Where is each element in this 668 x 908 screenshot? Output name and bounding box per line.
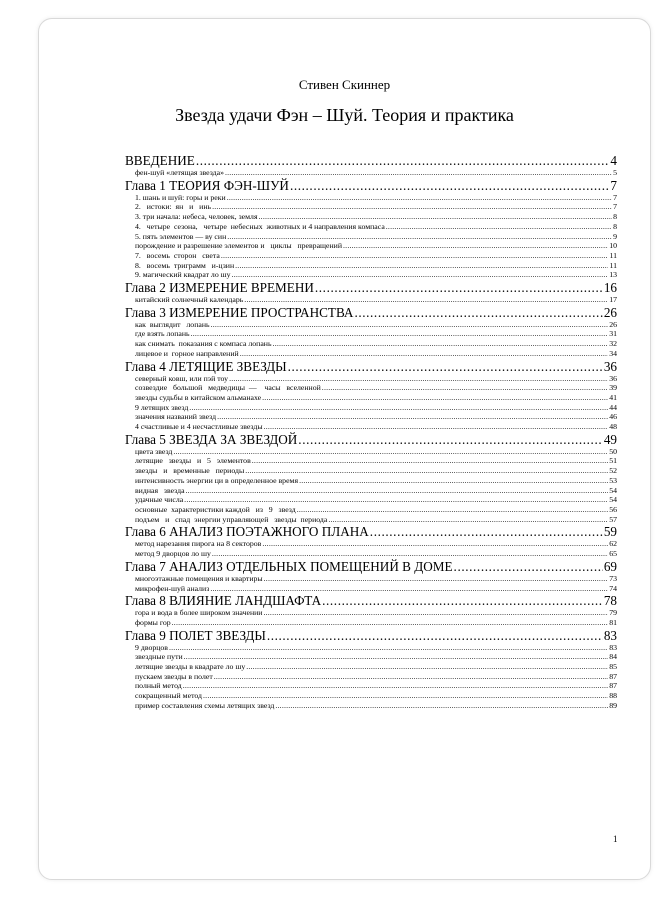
toc-entry-page: 8 [613, 212, 617, 222]
toc-section-entry [125, 412, 617, 422]
toc-entry-label: Глава 2 ИЗМЕРЕНИЕ ВРЕМЕНИ [125, 280, 314, 296]
toc-section-entry [125, 202, 617, 212]
toc-dot-leader [246, 662, 608, 672]
toc-entry-label: северный ковш, или пэй тоу [135, 373, 229, 383]
toc-dot-leader [221, 251, 609, 261]
toc-section-entry [125, 374, 617, 384]
document-page [38, 18, 651, 880]
toc-dot-leader [225, 168, 612, 178]
toc-section-entry [125, 652, 617, 662]
toc-entry-page: 9 [613, 231, 617, 241]
toc-entry-page: 88 [609, 691, 617, 701]
toc-entry-label: порождение и разрешение элементов и циклы превращений [135, 241, 343, 251]
toc-section-entry [125, 608, 617, 618]
toc-dot-leader [172, 618, 609, 628]
toc-chapter-entry [125, 432, 617, 447]
toc-chapter-entry [125, 559, 617, 574]
toc-entry-label: 1. шань и шуй: горы и реки [135, 192, 226, 202]
toc-entry-page: 7 [613, 192, 617, 202]
toc-entry-label: видная звезда [135, 485, 185, 495]
toc-dot-leader [297, 505, 609, 515]
toc-dot-leader [290, 178, 609, 193]
toc-entry-label: 5. пять элементов — ву син [135, 231, 227, 241]
toc-entry-page: 83 [603, 627, 617, 643]
toc-entry-label: 4 счастливые и 4 несчастливые звезды [135, 422, 263, 432]
toc-dot-leader [245, 466, 608, 476]
toc-entry-label: 8. восемь триграмм и-цзин [135, 260, 235, 270]
toc-entry-page: 87 [609, 671, 617, 681]
toc-section-entry [125, 618, 617, 628]
toc-chapter-entry [125, 305, 617, 320]
toc-entry-page: 84 [609, 652, 617, 662]
toc-section-entry [125, 295, 617, 305]
toc-section-entry [125, 168, 617, 178]
toc-section-entry [125, 403, 617, 413]
toc-dot-leader [189, 403, 608, 413]
toc-entry-page: 11 [609, 250, 617, 260]
toc-dot-leader [343, 241, 608, 251]
toc-entry-label: пускаем звезды в полет [135, 671, 213, 681]
toc-dot-leader [315, 280, 603, 295]
toc-entry-label: метод 9 дворцов ло шу [135, 549, 211, 559]
toc-dot-leader [191, 329, 609, 339]
toc-entry-label: Глава 5 ЗВЕЗДА ЗА ЗВЕЗДОЙ [125, 431, 298, 447]
toc-dot-leader [386, 222, 612, 232]
toc-dot-leader [322, 383, 608, 393]
toc-dot-leader [354, 305, 602, 320]
toc-dot-leader [328, 515, 608, 525]
toc-entry-label: 9 летящих звезд [135, 402, 189, 412]
toc-entry-page: 79 [609, 608, 617, 618]
toc-entry-label: 2. истоки: ян и инь [135, 202, 212, 212]
toc-section-entry [125, 261, 617, 271]
toc-dot-leader [217, 412, 608, 422]
toc-entry-page: 46 [609, 412, 617, 422]
toc-dot-leader [232, 270, 609, 280]
toc-entry-page: 48 [609, 422, 617, 432]
toc-entry-page: 51 [609, 456, 617, 466]
toc-entry-page: 44 [609, 402, 617, 412]
toc-entry-label: лицевое и горное направлений [135, 348, 239, 358]
toc-section-entry [125, 422, 617, 432]
toc-entry-label: летящие звезды в квадрате ло шу [135, 662, 246, 672]
toc-entry-label: как снимать показания с компаса лопань [135, 339, 272, 349]
toc-dot-leader [214, 672, 608, 682]
toc-entry-label: 3. три начала: небеса, человек, земля [135, 212, 258, 222]
toc-entry-label: подъем и спад энергии управляющей звезды периода [135, 514, 328, 524]
toc-entry-page: 8 [613, 221, 617, 231]
toc-entry-page: 7 [613, 202, 617, 212]
toc-dot-leader [244, 295, 608, 305]
toc-entry-label: полный метод [135, 681, 182, 691]
toc-dot-leader [288, 359, 603, 374]
toc-entry-label: Глава 7 АНАЛИЗ ОТДЕЛЬНЫХ ПОМЕЩЕНИЙ В ДОМЕ [125, 558, 453, 574]
toc-entry-label: 4. четыре сезона, четыре небесных животных и 4 направления компаса [135, 221, 385, 231]
toc-dot-leader [184, 495, 608, 505]
toc-section-entry [125, 222, 617, 232]
toc-entry-page: 56 [609, 504, 617, 514]
toc-dot-leader [169, 643, 608, 653]
toc-entry-page: 73 [609, 573, 617, 583]
toc-entry-page: 36 [603, 358, 617, 374]
toc-section-entry [125, 339, 617, 349]
toc-entry-page: 57 [609, 514, 617, 524]
toc-entry-label: Глава 9 ПОЛЕТ ЗВЕЗДЫ [125, 627, 266, 643]
toc-chapter-entry [125, 593, 617, 608]
toc-entry-page: 54 [609, 495, 617, 505]
toc-entry-label: звезды и временные периоды [135, 466, 245, 476]
toc-entry-label: метод нарезания пирога на 8 секторов [135, 539, 262, 549]
toc-entry-label: цвета звезд [135, 446, 173, 456]
toc-entry-page: 34 [609, 348, 617, 358]
toc-dot-leader [186, 486, 609, 496]
toc-chapter-entry [125, 280, 617, 295]
toc-chapter-entry [125, 178, 617, 193]
toc-entry-page: 16 [603, 280, 617, 296]
toc-section-entry [125, 539, 617, 549]
toc-entry-page: 52 [609, 466, 617, 476]
toc-dot-leader [259, 212, 613, 222]
toc-entry-page: 74 [609, 583, 617, 593]
toc-entry-label: звездные пути [135, 652, 183, 662]
toc-entry-page: 49 [603, 431, 617, 447]
toc-dot-leader [454, 559, 603, 574]
toc-section-entry [125, 251, 617, 261]
toc-dot-leader [262, 393, 608, 403]
toc-entry-page: 13 [609, 270, 617, 280]
toc-dot-leader [298, 432, 603, 447]
toc-dot-leader [196, 153, 610, 168]
toc-entry-page: 83 [609, 642, 617, 652]
toc-dot-leader [252, 456, 608, 466]
toc-section-entry [125, 486, 617, 496]
toc-chapter-entry [125, 359, 617, 374]
toc-section-entry [125, 672, 617, 682]
toc-entry-page: 11 [609, 260, 617, 270]
toc-entry-page: 89 [609, 700, 617, 710]
toc-entry-label: многоэтажные помещения и квартиры [135, 573, 263, 583]
author-name: Стивен Скиннер [298, 77, 391, 92]
toc-entry-label: ВВЕДЕНИЕ [125, 153, 195, 168]
toc-section-entry [125, 574, 617, 584]
toc-section-entry [125, 515, 617, 525]
toc-section-entry [125, 349, 617, 359]
toc-section-entry [125, 549, 617, 559]
toc-entry-page: 85 [609, 662, 617, 672]
toc-entry-page: 69 [603, 558, 617, 574]
toc-entry-label: звезды судьбы в китайском альманахе [135, 392, 262, 402]
toc-entry-label: значения названий звезд [135, 412, 217, 422]
toc-dot-leader [370, 524, 603, 539]
table-of-contents [125, 153, 617, 711]
toc-entry-page: 54 [609, 485, 617, 495]
toc-entry-label: как выглядит лопань [135, 319, 210, 329]
toc-section-entry [125, 270, 617, 280]
toc-entry-label: формы гор [135, 617, 171, 627]
toc-dot-leader [173, 447, 608, 457]
toc-section-entry [125, 584, 617, 594]
toc-entry-page: 7 [610, 177, 617, 193]
toc-entry-page: 87 [609, 681, 617, 691]
toc-entry-page: 65 [609, 549, 617, 559]
toc-dot-leader [183, 681, 608, 691]
toc-entry-page: 26 [603, 304, 617, 320]
toc-dot-leader [212, 549, 608, 559]
toc-dot-leader [229, 374, 608, 384]
toc-chapter-entry [125, 524, 617, 539]
toc-entry-label: гора и вода в более широком значении [135, 608, 263, 618]
toc-entry-label: созвездие большой медведицы — часы вселенной [135, 383, 321, 393]
toc-entry-page: 62 [609, 539, 617, 549]
toc-entry-label: Глава 6 АНАЛИЗ ПОЭТАЖНОГО ПЛАНА [125, 524, 369, 540]
toc-section-entry [125, 476, 617, 486]
toc-entry-label: микрофен-шуй анализ [135, 583, 210, 593]
toc-entry-page: 53 [609, 475, 617, 485]
toc-section-entry [125, 212, 617, 222]
toc-section-entry [125, 193, 617, 203]
toc-section-entry [125, 505, 617, 515]
toc-dot-leader [240, 349, 609, 359]
toc-dot-leader [227, 232, 612, 242]
toc-dot-leader [275, 701, 608, 711]
toc-dot-leader [235, 261, 608, 271]
toc-chapter-entry [125, 153, 617, 168]
toc-entry-label: китайский солнечный календарь [135, 295, 244, 305]
toc-entry-label: 7. восемь сторон света [135, 250, 220, 260]
toc-section-entry [125, 329, 617, 339]
toc-entry-page: 36 [609, 373, 617, 383]
toc-entry-page: 41 [609, 392, 617, 402]
toc-entry-label: Глава 1 ТЕОРИЯ ФЭН-ШУЙ [125, 177, 289, 193]
toc-section-entry [125, 383, 617, 393]
toc-dot-leader [322, 593, 603, 608]
toc-section-entry [125, 681, 617, 691]
toc-entry-label: Глава 4 ЛЕТЯЩИЕ ЗВЕЗДЫ [125, 358, 287, 374]
toc-dot-leader [263, 608, 608, 618]
toc-entry-page: 32 [609, 339, 617, 349]
toc-dot-leader [210, 584, 608, 594]
toc-section-entry [125, 232, 617, 242]
toc-section-entry [125, 662, 617, 672]
toc-dot-leader [203, 691, 608, 701]
toc-entry-page: 31 [609, 329, 617, 339]
toc-entry-label: где взять лопань [135, 329, 190, 339]
page-number: 1 [613, 834, 618, 844]
toc-section-entry [125, 691, 617, 701]
toc-dot-leader [264, 422, 609, 432]
toc-section-entry [125, 495, 617, 505]
toc-entry-page: 17 [609, 295, 617, 305]
toc-section-entry [125, 643, 617, 653]
toc-entry-label: летящие звезды и 5 элементов [135, 456, 251, 466]
toc-entry-page: 39 [609, 383, 617, 393]
toc-dot-leader [211, 320, 609, 330]
toc-chapter-entry [125, 628, 617, 643]
toc-section-entry [125, 393, 617, 403]
toc-entry-page: 10 [609, 241, 617, 251]
toc-entry-label: 9 дворцов [135, 642, 168, 652]
toc-dot-leader [212, 202, 612, 212]
toc-entry-label: удачные числа [135, 495, 184, 505]
toc-entry-label: основные характеристики каждой из 9 звезд [135, 504, 296, 514]
document-title: Звезда удачи Фэн – Шуй. Теория и практика [175, 105, 514, 125]
toc-section-entry [125, 466, 617, 476]
toc-section-entry [125, 447, 617, 457]
toc-entry-label: Глава 3 ИЗМЕРЕНИЕ ПРОСТРАНСТВА [125, 304, 354, 320]
toc-entry-page: 50 [609, 446, 617, 456]
toc-entry-label: пример составления схемы летящих звезд [135, 700, 275, 710]
toc-section-entry [125, 320, 617, 330]
toc-entry-page: 59 [603, 524, 617, 540]
toc-dot-leader [262, 539, 608, 549]
toc-section-entry [125, 241, 617, 251]
toc-entry-page: 26 [609, 319, 617, 329]
toc-dot-leader [264, 574, 609, 584]
toc-entry-label: Глава 8 ВЛИЯНИЕ ЛАНДШАФТА [125, 593, 322, 609]
toc-section-entry [125, 456, 617, 466]
toc-dot-leader [267, 628, 603, 643]
toc-entry-page: 5 [613, 168, 617, 177]
toc-entry-label: 9. магический квадрат ло шу [135, 270, 231, 280]
toc-dot-leader [299, 476, 608, 486]
toc-dot-leader [227, 193, 612, 203]
toc-dot-leader [184, 652, 609, 662]
toc-entry-label: сокращенный метод [135, 691, 203, 701]
toc-entry-page: 4 [610, 153, 617, 168]
toc-entry-label: фен-шуй «летящая звезда» [135, 168, 224, 177]
toc-section-entry [125, 701, 617, 711]
toc-entry-page: 81 [609, 617, 617, 627]
toc-dot-leader [273, 339, 609, 349]
toc-entry-label: интенсивность энергии ци в определенное время [135, 475, 299, 485]
toc-entry-page: 78 [603, 593, 617, 609]
